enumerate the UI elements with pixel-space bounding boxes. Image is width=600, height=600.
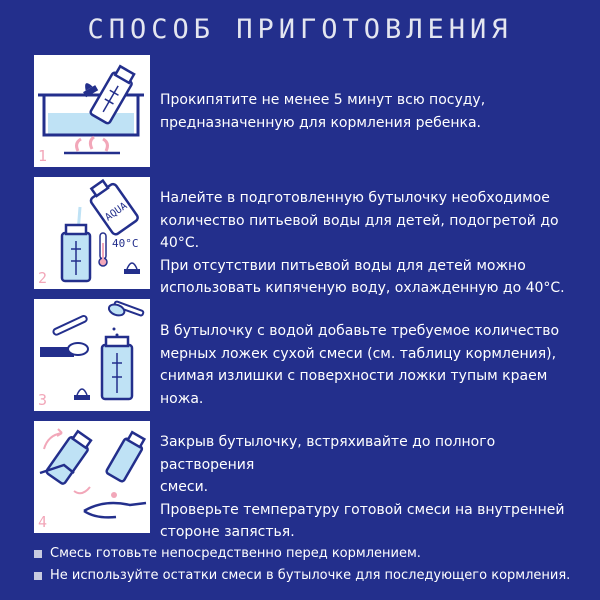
text-line: стороне запястья. xyxy=(160,524,295,540)
shake-bottle-icon xyxy=(34,421,150,533)
text-line: количество питьевой воды для детей, подогретой до 40°С. xyxy=(160,212,559,251)
text-line: В бутылочку с водой добавьте требуемое количество xyxy=(160,323,560,339)
step-1-text xyxy=(160,89,570,134)
text-line: использовать кипяченую воду, охлажденную до 40°С. xyxy=(160,280,565,296)
square-bullet-icon xyxy=(34,572,42,580)
text-line: Проверьте температуру готовой смеси на внутренней xyxy=(160,501,565,518)
step-2-text xyxy=(160,187,570,300)
step-3-text xyxy=(160,320,570,410)
list-item xyxy=(34,565,594,587)
step-2-illustration xyxy=(34,177,150,289)
notes-list xyxy=(34,543,594,587)
note-text: Смесь готовьте непосредственно перед кормлением. xyxy=(50,546,421,561)
list-item xyxy=(34,543,594,565)
step-4-illustration xyxy=(34,421,150,533)
text-line: предназначенную для кормления ребенка. xyxy=(160,114,481,131)
text-line: мерных ложек сухой смеси (см. таблицу кормления), xyxy=(160,345,557,362)
step-number: 3 xyxy=(38,391,48,409)
bottle-label: AQUA xyxy=(103,200,130,224)
step-number: 2 xyxy=(38,269,48,287)
pour-water-icon xyxy=(34,177,150,289)
text-line: Закрыв бутылочку, встряхивайте до полного растворения xyxy=(160,434,496,473)
step-number: 1 xyxy=(38,147,48,165)
step-3-illustration xyxy=(34,299,150,411)
text-line: При отсутствии питьевой воды для детей можно xyxy=(160,257,526,274)
boiling-pot-icon xyxy=(34,55,150,167)
text-line: снимая излишки с поверхности ложки тупым краем ножа. xyxy=(160,368,548,407)
step-3 xyxy=(34,299,572,411)
step-2 xyxy=(34,177,572,296)
note-text: Не используйте остатки смеси в бутылочке для последующего кормления. xyxy=(50,568,571,583)
step-number: 4 xyxy=(38,513,48,531)
text-line: Налейте в подготовленную бутылочку необходимое xyxy=(160,190,550,206)
page-title: СПОСОБ ПРИГОТОВЛЕНИЯ xyxy=(87,14,513,45)
temperature-label: 40°C xyxy=(112,237,139,250)
square-bullet-icon xyxy=(34,550,42,558)
step-1-illustration xyxy=(34,55,150,167)
step-1 xyxy=(34,55,572,167)
measuring-spoon-icon xyxy=(34,299,150,411)
text-line: Прокипятите не менее 5 минут всю посуду, xyxy=(160,92,486,108)
step-4 xyxy=(34,421,572,540)
step-4-text xyxy=(160,431,570,544)
text-line: смеси. xyxy=(160,479,209,495)
